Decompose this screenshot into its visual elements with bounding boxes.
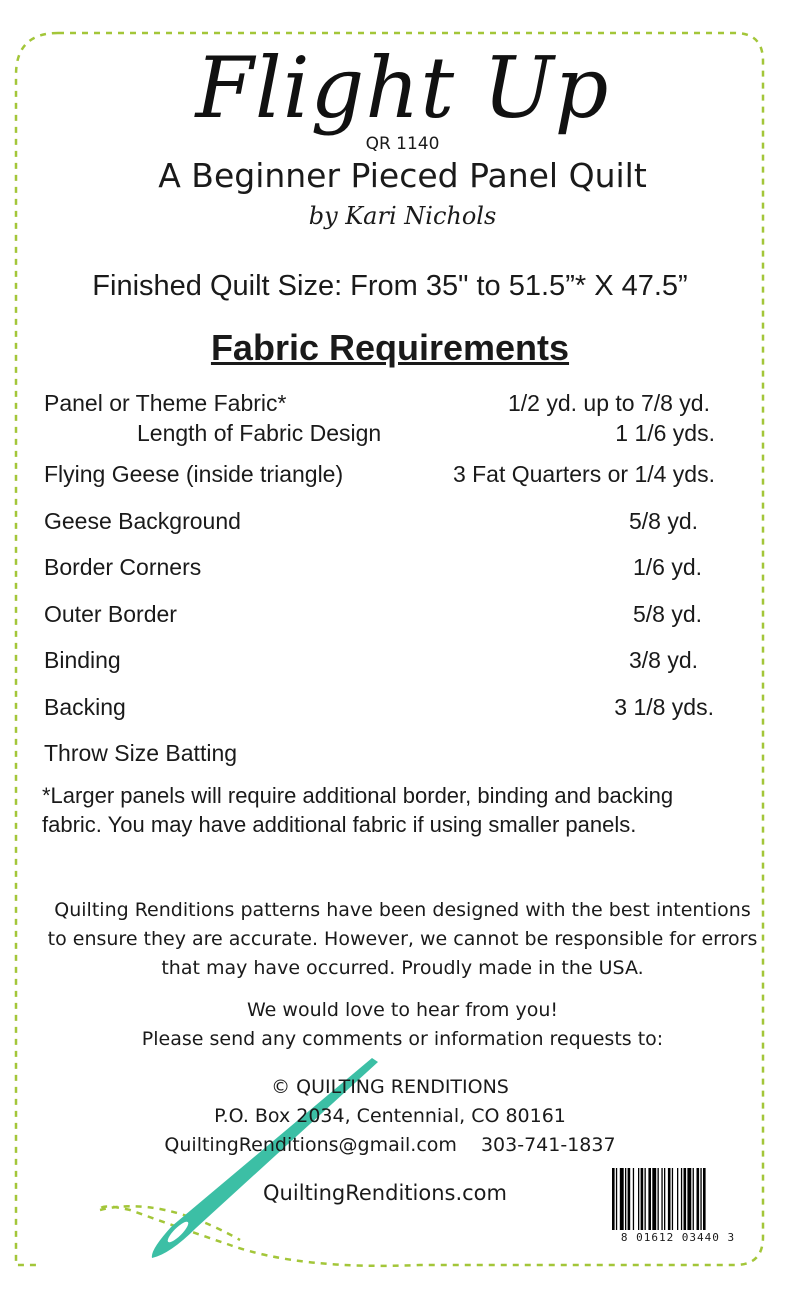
- barcode-bar: [641, 1168, 644, 1230]
- barcode-bar: [664, 1168, 665, 1230]
- barcode-bar: [616, 1168, 617, 1230]
- requirement-label: Panel or Theme Fabric*: [44, 390, 287, 416]
- requirement-label: Length of Fabric Design: [137, 420, 382, 446]
- barcode-bar: [672, 1168, 673, 1230]
- barcode-bar: [652, 1168, 656, 1230]
- requirement-amount: 1 1/6 yds.: [615, 420, 715, 446]
- requirement-label: Geese Background: [44, 508, 241, 534]
- barcode-bar: [612, 1168, 615, 1230]
- requirement-label: Outer Border: [44, 601, 177, 627]
- note-line: *Larger panels will require additional border, binding and backing: [42, 783, 674, 808]
- requirement-amount: 5/8 yd.: [628, 508, 698, 534]
- requirement-label: Binding: [44, 647, 121, 673]
- company-address: P.O. Box 2034, Centennial, CO 80161: [214, 1105, 566, 1127]
- email-phone-line: [0, 1131, 780, 1160]
- contact-line: We would love to hear from you!: [247, 999, 558, 1021]
- requirement-label: Border Corners: [44, 554, 202, 580]
- note-line: fabric. You may have additional fabric if using smaller panels.: [42, 812, 637, 837]
- finished-size: Finished Quilt Size: From 35" to 51.5”* X 47.5”: [92, 270, 688, 302]
- disclaimer-line: Quilting Renditions patterns have been designed with the best intentions: [54, 899, 751, 921]
- barcode-bar: [661, 1168, 662, 1230]
- barcode-bar: [677, 1168, 678, 1230]
- barcode-bar: [645, 1168, 646, 1230]
- barcode-bar: [697, 1168, 700, 1230]
- requirement-amount: 3/8 yd.: [628, 647, 698, 673]
- pattern-title: Flight Up: [195, 39, 610, 137]
- contact-line: Please send any comments or information requests to:: [141, 1028, 664, 1050]
- barcode-digits: 8 01612 03440 3: [604, 1230, 752, 1246]
- disclaimer-line: that may have occurred. Proudly made in the USA.: [161, 957, 644, 979]
- company-name: © QUILTING RENDITIONS: [271, 1076, 509, 1098]
- barcode-bar: [681, 1168, 682, 1230]
- barcode-bar: [684, 1168, 687, 1230]
- barcode-bar: [668, 1168, 671, 1230]
- company-info: [0, 1073, 780, 1160]
- designer-byline: by Kari Nichols: [308, 202, 497, 230]
- company-website[interactable]: QuiltingRenditions.com: [263, 1181, 507, 1205]
- barcode-bar: [633, 1168, 634, 1230]
- requirement-label: Flying Geese (inside triangle): [44, 461, 344, 487]
- barcode-bar: [693, 1168, 694, 1230]
- requirement-amount: 1/6 yd.: [632, 554, 702, 580]
- disclaimer-line: to ensure they are accurate. However, we cannot be responsible for errors: [47, 928, 758, 950]
- requirement-amount: 3 1/8 yds.: [614, 694, 714, 720]
- company-email[interactable]: QuiltingRenditions@gmail.com: [164, 1134, 457, 1156]
- barcode-bar: [638, 1168, 639, 1230]
- fabric-requirements-heading: Fabric Requirements: [210, 327, 570, 368]
- barcode-bar: [648, 1168, 651, 1230]
- barcode-bar: [703, 1168, 706, 1230]
- company-phone: 303-741-1837: [480, 1134, 616, 1156]
- requirement-label: Throw Size Batting: [44, 740, 238, 766]
- barcode-bar: [658, 1168, 659, 1230]
- requirement-label: Backing: [44, 694, 126, 720]
- pattern-subtitle: A Beginner Pieced Panel Quilt: [158, 156, 647, 195]
- barcode-bar: [625, 1168, 626, 1230]
- barcode-bar: [700, 1168, 701, 1230]
- requirement-amount: 5/8 yd.: [632, 601, 702, 627]
- pattern-code: QR 1140: [365, 134, 440, 154]
- requirement-amount: 3 Fat Quarters or 1/4 yds.: [452, 461, 715, 487]
- requirement-amount: 1/2 yd. up to 7/8 yd.: [507, 390, 710, 416]
- barcode-bar: [687, 1168, 691, 1230]
- barcode-bar: [620, 1168, 624, 1230]
- barcode-bar: [628, 1168, 631, 1230]
